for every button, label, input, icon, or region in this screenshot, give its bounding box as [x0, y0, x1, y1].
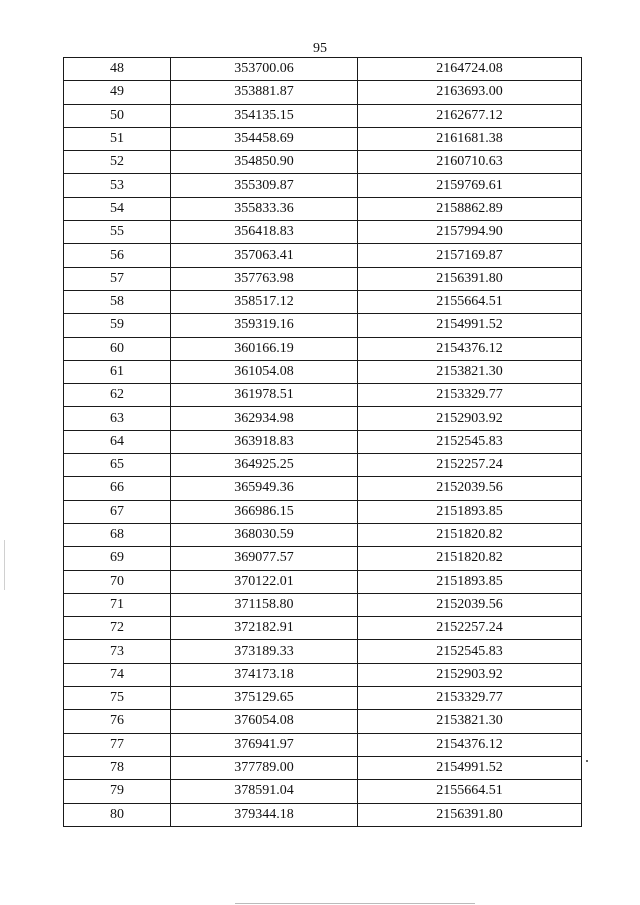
- y-coordinate-cell: 2151820.82: [358, 523, 582, 546]
- y-coordinate-cell: 2156391.80: [358, 803, 582, 826]
- table-row: [64, 477, 582, 500]
- x-coordinate-cell: 369077.57: [171, 547, 358, 570]
- point-number-cell: 80: [64, 803, 171, 826]
- table-row: [64, 290, 582, 313]
- point-number-cell: 69: [64, 547, 171, 570]
- y-coordinate-cell: 2151820.82: [358, 547, 582, 570]
- scan-bottom-edge: [235, 903, 475, 904]
- table-row: [64, 314, 582, 337]
- point-number-cell: 74: [64, 663, 171, 686]
- table-row: [64, 803, 582, 826]
- x-coordinate-cell: 358517.12: [171, 290, 358, 313]
- x-coordinate-cell: 364925.25: [171, 454, 358, 477]
- x-coordinate-cell: 376941.97: [171, 733, 358, 756]
- y-coordinate-cell: 2155664.51: [358, 780, 582, 803]
- y-coordinate-cell: 2157169.87: [358, 244, 582, 267]
- point-number-cell: 50: [64, 104, 171, 127]
- x-coordinate-cell: 370122.01: [171, 570, 358, 593]
- point-number-cell: 64: [64, 430, 171, 453]
- scan-edge-mark: [4, 540, 5, 590]
- table-row: [64, 570, 582, 593]
- y-coordinate-cell: 2153329.77: [358, 384, 582, 407]
- point-number-cell: 48: [64, 58, 171, 81]
- x-coordinate-cell: 357763.98: [171, 267, 358, 290]
- x-coordinate-cell: 359319.16: [171, 314, 358, 337]
- y-coordinate-cell: 2152545.83: [358, 640, 582, 663]
- point-number-cell: 78: [64, 756, 171, 779]
- y-coordinate-cell: 2163693.00: [358, 81, 582, 104]
- y-coordinate-cell: 2152903.92: [358, 407, 582, 430]
- x-coordinate-cell: 354850.90: [171, 151, 358, 174]
- y-coordinate-cell: 2152039.56: [358, 593, 582, 616]
- point-number-cell: 68: [64, 523, 171, 546]
- x-coordinate-cell: 356418.83: [171, 221, 358, 244]
- table-row: [64, 547, 582, 570]
- y-coordinate-cell: 2152545.83: [358, 430, 582, 453]
- table-row: [64, 593, 582, 616]
- x-coordinate-cell: 365949.36: [171, 477, 358, 500]
- x-coordinate-cell: 371158.80: [171, 593, 358, 616]
- x-coordinate-cell: 366986.15: [171, 500, 358, 523]
- y-coordinate-cell: 2153329.77: [358, 687, 582, 710]
- table-row: [64, 663, 582, 686]
- y-coordinate-cell: 2161681.38: [358, 127, 582, 150]
- x-coordinate-cell: 377789.00: [171, 756, 358, 779]
- x-coordinate-cell: 353700.06: [171, 58, 358, 81]
- table-row: [64, 710, 582, 733]
- x-coordinate-cell: 373189.33: [171, 640, 358, 663]
- x-coordinate-cell: 368030.59: [171, 523, 358, 546]
- table-row: [64, 104, 582, 127]
- point-number-cell: 73: [64, 640, 171, 663]
- y-coordinate-cell: 2154991.52: [358, 314, 582, 337]
- y-coordinate-cell: 2154991.52: [358, 756, 582, 779]
- page-number: 95: [313, 41, 327, 56]
- table-row: [64, 617, 582, 640]
- point-number-cell: 77: [64, 733, 171, 756]
- point-number-cell: 62: [64, 384, 171, 407]
- point-number-cell: 76: [64, 710, 171, 733]
- point-number-cell: 71: [64, 593, 171, 616]
- table-row: [64, 151, 582, 174]
- table-row: [64, 174, 582, 197]
- x-coordinate-cell: 355309.87: [171, 174, 358, 197]
- x-coordinate-cell: 363918.83: [171, 430, 358, 453]
- table-row: [64, 384, 582, 407]
- point-number-cell: 79: [64, 780, 171, 803]
- table-row: [64, 640, 582, 663]
- point-number-cell: 75: [64, 687, 171, 710]
- y-coordinate-cell: 2160710.63: [358, 151, 582, 174]
- x-coordinate-cell: 379344.18: [171, 803, 358, 826]
- y-coordinate-cell: 2156391.80: [358, 267, 582, 290]
- point-number-cell: 58: [64, 290, 171, 313]
- x-coordinate-cell: 353881.87: [171, 81, 358, 104]
- point-number-cell: 56: [64, 244, 171, 267]
- point-number-cell: 59: [64, 314, 171, 337]
- table-row: [64, 780, 582, 803]
- point-number-cell: 61: [64, 360, 171, 383]
- y-coordinate-cell: 2158862.89: [358, 197, 582, 220]
- table-row: [64, 337, 582, 360]
- table-row: [64, 523, 582, 546]
- point-number-cell: 72: [64, 617, 171, 640]
- point-number-cell: 57: [64, 267, 171, 290]
- table-row: [64, 407, 582, 430]
- table-row: [64, 756, 582, 779]
- table-row: [64, 221, 582, 244]
- x-coordinate-cell: 355833.36: [171, 197, 358, 220]
- x-coordinate-cell: 376054.08: [171, 710, 358, 733]
- table-row: [64, 733, 582, 756]
- table-row: [64, 267, 582, 290]
- point-number-cell: 67: [64, 500, 171, 523]
- point-number-cell: 66: [64, 477, 171, 500]
- table-row: [64, 81, 582, 104]
- point-number-cell: 60: [64, 337, 171, 360]
- y-coordinate-cell: 2162677.12: [358, 104, 582, 127]
- point-number-cell: 51: [64, 127, 171, 150]
- y-coordinate-cell: 2152903.92: [358, 663, 582, 686]
- table-row: [64, 127, 582, 150]
- y-coordinate-cell: 2153821.30: [358, 360, 582, 383]
- point-number-cell: 54: [64, 197, 171, 220]
- x-coordinate-cell: 378591.04: [171, 780, 358, 803]
- table-row: [64, 197, 582, 220]
- y-coordinate-cell: 2151893.85: [358, 570, 582, 593]
- y-coordinate-cell: 2152257.24: [358, 454, 582, 477]
- y-coordinate-cell: 2152039.56: [358, 477, 582, 500]
- x-coordinate-cell: 362934.98: [171, 407, 358, 430]
- x-coordinate-cell: 374173.18: [171, 663, 358, 686]
- y-coordinate-cell: 2164724.08: [358, 58, 582, 81]
- y-coordinate-cell: 2159769.61: [358, 174, 582, 197]
- point-number-cell: 63: [64, 407, 171, 430]
- y-coordinate-cell: 2157994.90: [358, 221, 582, 244]
- table-row: [64, 58, 582, 81]
- y-coordinate-cell: 2153821.30: [358, 710, 582, 733]
- table-row: [64, 500, 582, 523]
- x-coordinate-cell: 361978.51: [171, 384, 358, 407]
- x-coordinate-cell: 361054.08: [171, 360, 358, 383]
- x-coordinate-cell: 372182.91: [171, 617, 358, 640]
- y-coordinate-cell: 2155664.51: [358, 290, 582, 313]
- x-coordinate-cell: 354458.69: [171, 127, 358, 150]
- table-row: [64, 430, 582, 453]
- table-row: [64, 687, 582, 710]
- y-coordinate-cell: 2151893.85: [358, 500, 582, 523]
- scan-speck: [586, 760, 588, 762]
- coordinate-table-body: [64, 58, 582, 827]
- point-number-cell: 55: [64, 221, 171, 244]
- table-row: [64, 454, 582, 477]
- point-number-cell: 49: [64, 81, 171, 104]
- y-coordinate-cell: 2154376.12: [358, 733, 582, 756]
- table-row: [64, 244, 582, 267]
- x-coordinate-cell: 354135.15: [171, 104, 358, 127]
- y-coordinate-cell: 2154376.12: [358, 337, 582, 360]
- point-number-cell: 70: [64, 570, 171, 593]
- point-number-cell: 52: [64, 151, 171, 174]
- coordinate-table: [63, 57, 582, 827]
- table-row: [64, 360, 582, 383]
- point-number-cell: 53: [64, 174, 171, 197]
- x-coordinate-cell: 375129.65: [171, 687, 358, 710]
- x-coordinate-cell: 357063.41: [171, 244, 358, 267]
- x-coordinate-cell: 360166.19: [171, 337, 358, 360]
- point-number-cell: 65: [64, 454, 171, 477]
- y-coordinate-cell: 2152257.24: [358, 617, 582, 640]
